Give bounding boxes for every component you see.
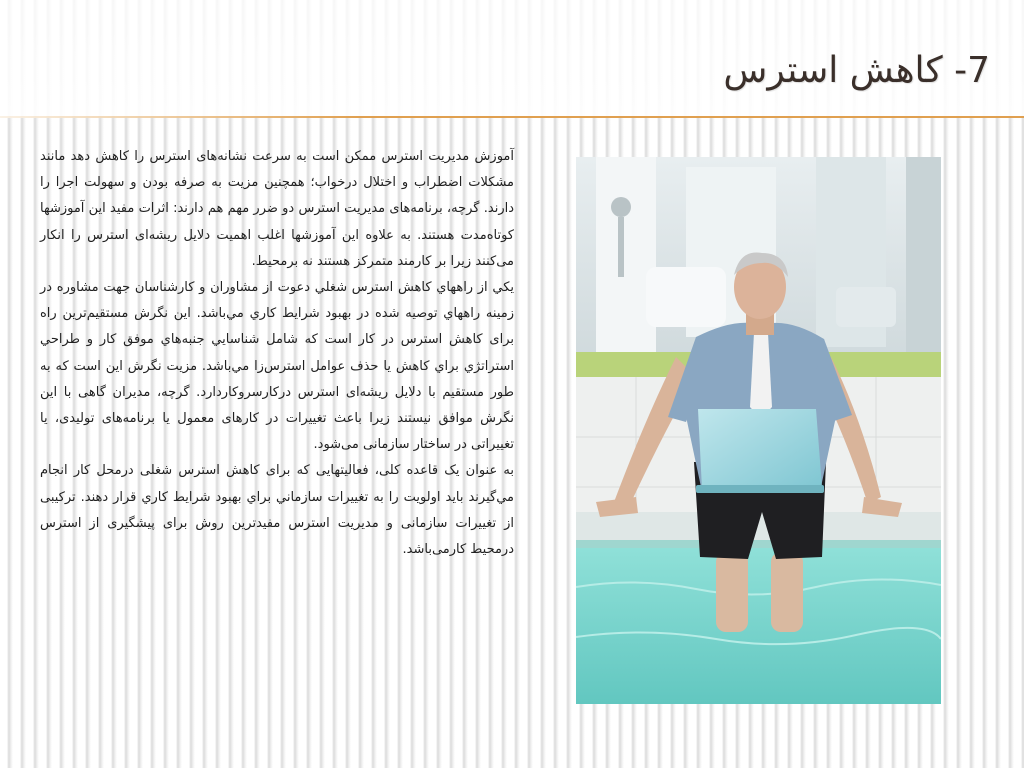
title-divider <box>0 116 1024 118</box>
paragraph-general-rule: به عنوان یک قاعده کلی، فعالیتهایی كه برای كاهش استرس شغلی درمحل کار انجام مي‌گيرند بايد اولويت را به تغييرات سازماني براي بهبود شرايط كاري قرار دهند. ترکیبی از تغییرات سازمانی و مدیریت استرس مفیدترین روش برای پیشگیری از استرس درمحیط کارمی‌باشد. <box>40 463 514 558</box>
man-with-laptop-at-pool-photo <box>576 157 941 704</box>
slide-body <box>40 144 514 563</box>
paragraph-consulting: يكي از راههاي كاهش استرس شغلي دعوت از مشاوران و كارشناسان جهت مشاوره در زمينه راههاي توصيه شده در بهبود شرايط كاري مي‌باشد. این نگرش مستقیم‌ترین راه برای کاهش استرس در کار است كه شامل شناسايي جنبه‌هاي موفق كار و طراحي استراتژي براي كاهش يا حذف عوامل استرس‌زا مي‌باشد. مزیت نگرش این است که به طور مستقیم با دلایل ریشه‌ای استرس درکارسروکاردارد. گرچه، مدیران گاهی با این نگرش موافق نیستند زیرا باعث تغییرات در کارهای معمول یا برنامه‌های تولیدی، یا تغییراتی در ساختار سازمانی می‌شود. <box>40 280 514 453</box>
paragraph-stress-training: آموزش مدیریت استرس ممکن است به سرعت نشانه‌های استرس را کاهش دهد مانند مشکلات اضطراب و اختلال درخواب؛ همچنین مزیت به صرفه بودن و سهولت اجرا را دارند. گرچه، برنامه‌های مدیریت استرس دو ضرر مهم هم دارند: اثرات مفید این آموزشها کوتاه‌مدت هستند. به علاوه این آموزشها اغلب اهمیت دلایل ریشه‌ای استرس را انکار می‌کنند زیرا بر کارمند متمرکز هستند نه برمحیط. <box>40 149 514 269</box>
slide-title: 7- کاهش استرس <box>723 50 990 91</box>
